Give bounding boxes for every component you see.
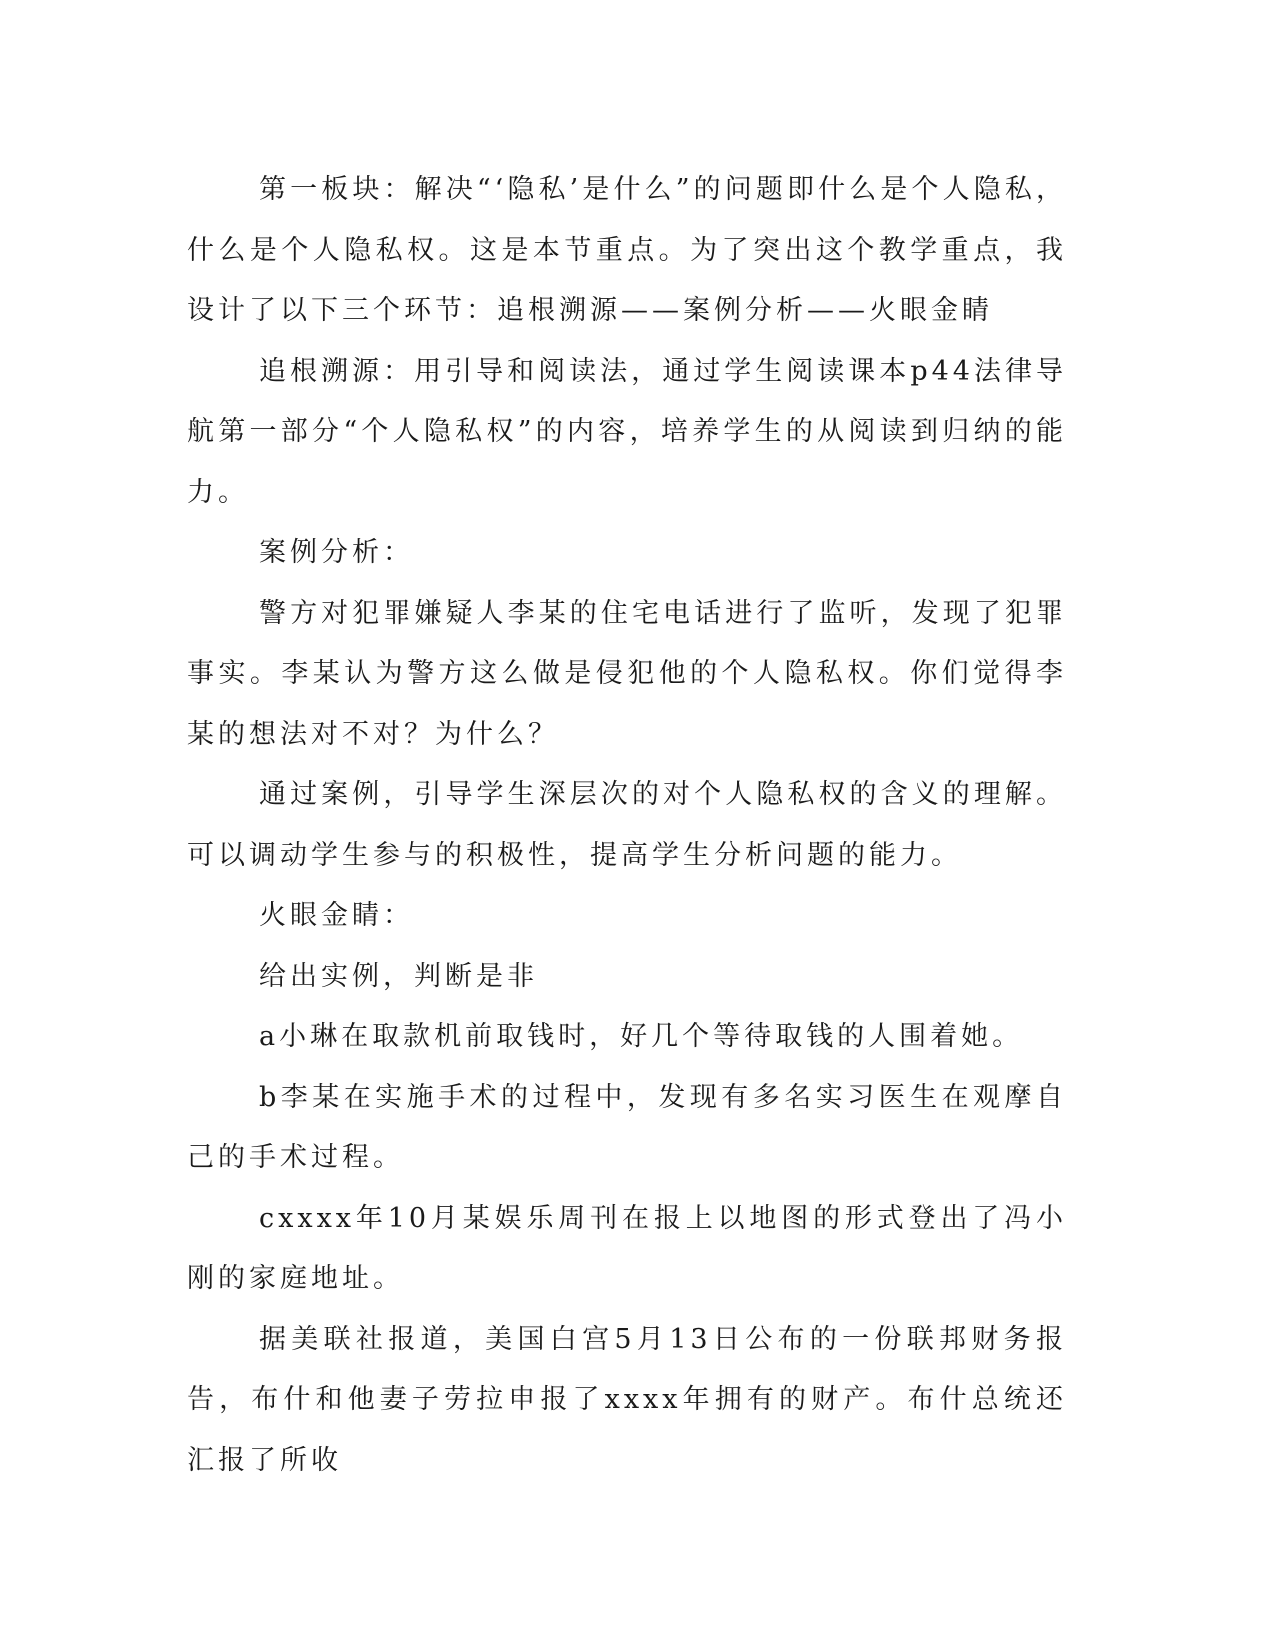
paragraph-example-a: a小琳在取款机前取钱时，好几个等待取钱的人围着她。	[259, 1021, 1024, 1052]
paragraph-example-c: cxxxx年10月某娱乐周刊在报上以地图的形式登出了冯小刚的家庭地址。	[187, 1202, 1067, 1294]
paragraph-police-case: 警方对犯罪嫌疑人李某的住宅电话进行了监听，发现了犯罪事实。李某认为警方这么做是侵犯他的个人隐私权。你们觉得李某的想法对不对？为什么？	[187, 597, 1067, 750]
paragraph-ap-report: 据美联社报道，美国白宫5月13日公布的一份联邦财务报告，布什和他妻子劳拉申报了xxxx年拥有的财产。布什总统还汇报了所收	[187, 1323, 1067, 1476]
paragraph-sharp-eyes-heading: 火眼金睛：	[259, 900, 414, 931]
paragraph-case-purpose: 通过案例，引导学生深层次的对个人隐私权的含义的理解。可以调动学生参与的积极性，提高学生分析问题的能力。	[187, 779, 1067, 871]
paragraph-section-one-intro: 第一板块：解决“‘隐私’是什么”的问题即什么是个人隐私，什么是个人隐私权。这是本节重点。为了突出这个教学重点，我设计了以下三个环节：追根溯源——案例分析——火眼金睛	[187, 174, 1067, 326]
paragraph-case-analysis-heading: 案例分析：	[259, 537, 414, 568]
paragraph-example-b: b李某在实施手术的过程中，发现有多名实习医生在观摩自己的手术过程。	[187, 1081, 1067, 1173]
document-body	[187, 160, 1067, 1491]
paragraph-give-examples: 给出实例，判断是非	[259, 960, 538, 992]
paragraph-trace-origin: 追根溯源：用引导和阅读法，通过学生阅读课本p44法律导航第一部分“个人隐私权”的内容，培养学生的从阅读到归纳的能力。	[187, 355, 1067, 508]
